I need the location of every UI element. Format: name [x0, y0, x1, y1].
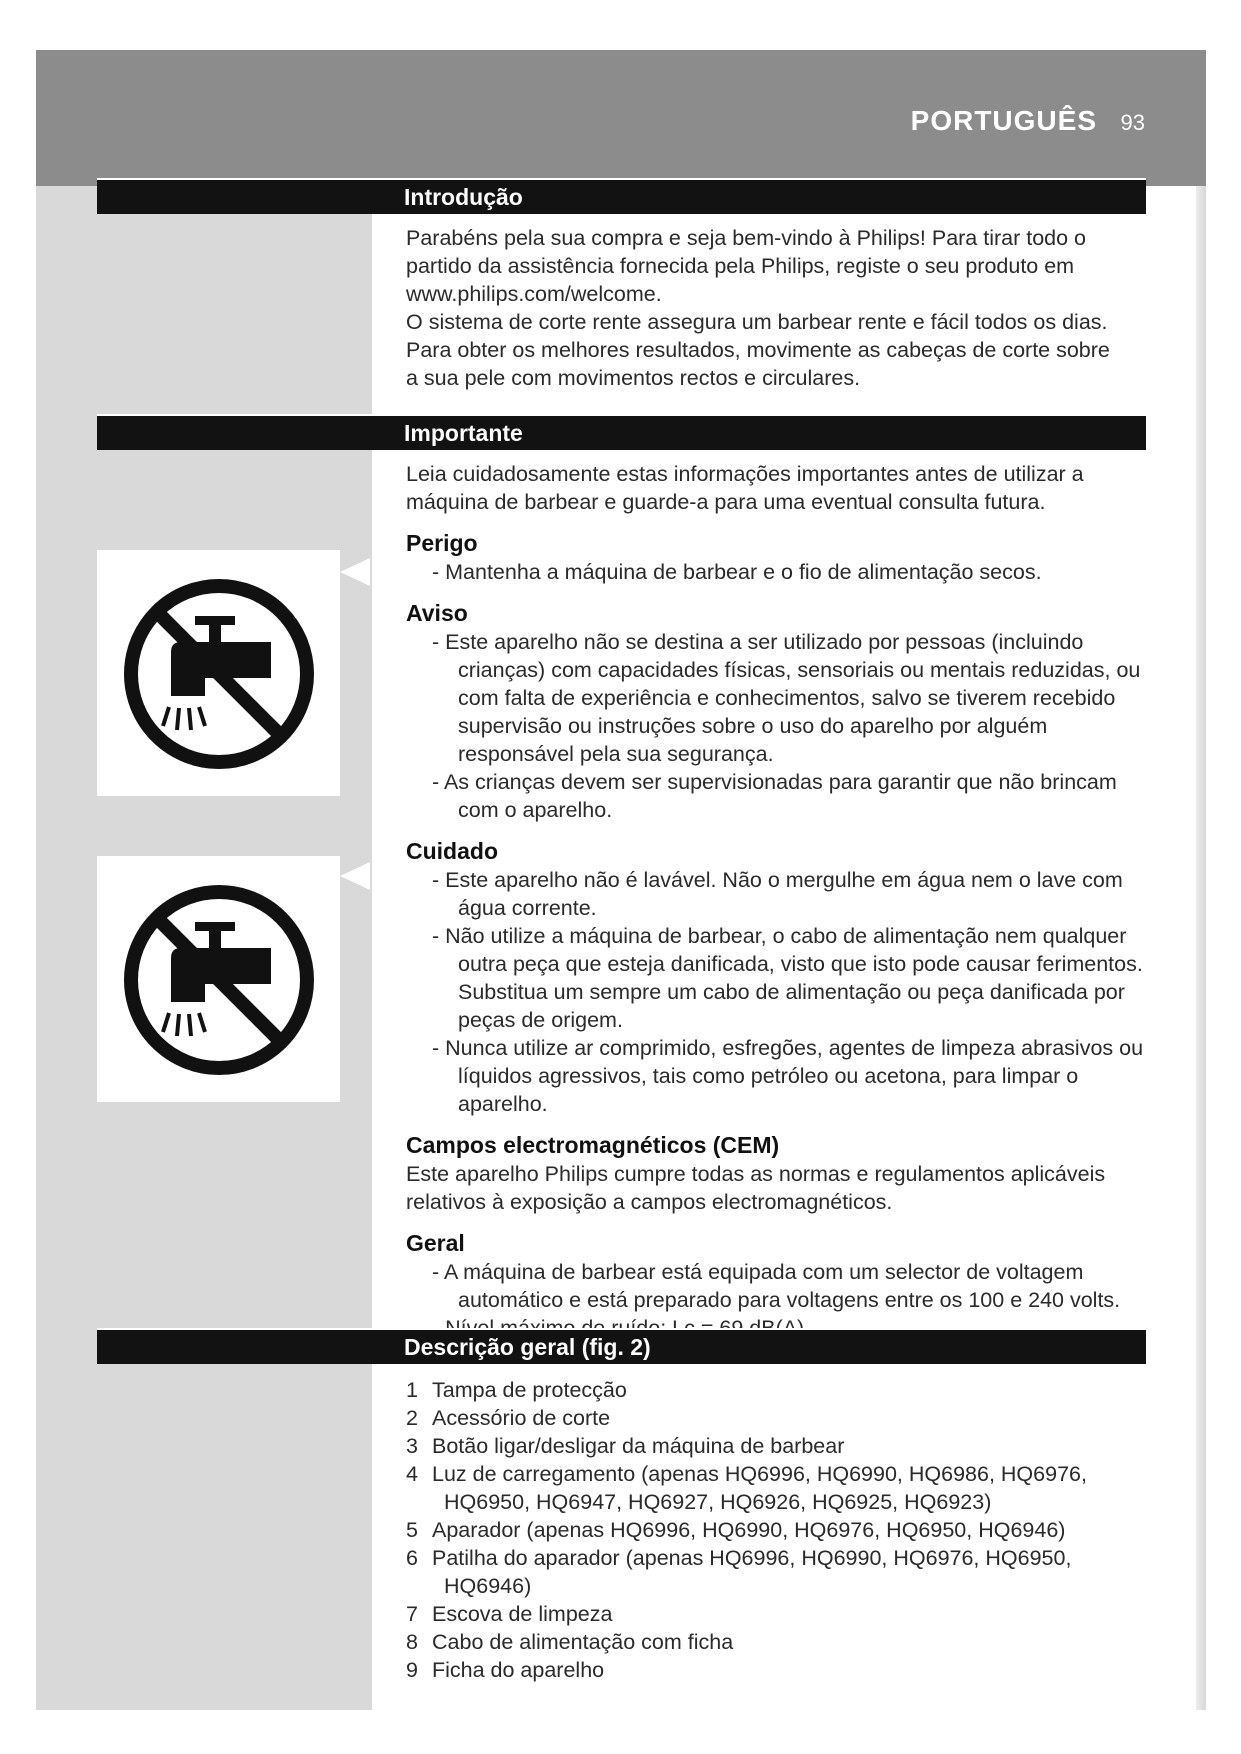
important-intro-line: Leia cuidadosamente estas informações importantes antes de utilizar a — [406, 462, 1084, 486]
right-edge-shadow — [1196, 186, 1206, 1710]
intro-line: a sua pele com movimentos rectos e circulares. — [406, 366, 861, 390]
intro-text — [406, 224, 1146, 392]
list-item: 2 Acessório de corte — [406, 1406, 611, 1430]
no-water-tap-icon — [119, 574, 319, 774]
parts-list — [406, 1376, 1146, 1684]
list-item: - Este aparelho não é lavável. Não o mergulhe em água nem o lave com água corrente. — [432, 868, 1123, 920]
list-item: - Não utilize a máquina de barbear, o cabo de alimentação nem qualquer outra peça que esteja danificada, visto que isto pode causar ferimentos. Substitua um sempre um cabo de alimentação ou peça danificada por peças de origem. — [432, 924, 1143, 1032]
list-item: - Este aparelho não se destina a ser utilizado por pessoas (incluindo crianças) com capacidades físicas, sensoriais ou mentais reduzidas, ou com falta de experiência e conhecimentos, salvo se tiverem recebido supervisão ou instruções sobre o uso do aparelho por alguém responsável pela sua segurança. — [432, 630, 1141, 766]
section-bar-intro — [97, 178, 1146, 214]
figure-pointer — [340, 558, 370, 586]
language-title: PORTUGUÊS — [910, 105, 1097, 136]
important-text — [406, 460, 1146, 1342]
section-title-overview: Descrição geral (fig. 2) — [404, 1334, 651, 1360]
overview-text — [406, 1376, 1146, 1684]
list-item: 6 Patilha do aparador (apenas HQ6996, HQ6990, HQ6976, HQ6950, HQ6946) — [406, 1546, 1072, 1598]
list-item: - Nunca utilize ar comprimido, esfregões, agentes de limpeza abrasivos ou líquidos agressivos, tais como petróleo ou acetona, para limpar o aparelho. — [432, 1036, 1144, 1116]
intro-url: www.philips.com/welcome. — [406, 282, 662, 306]
list-item: 8 Cabo de alimentação com ficha — [406, 1630, 734, 1654]
section-bar-important — [97, 414, 1146, 450]
cem-heading: Campos electromagnéticos (CEM) — [406, 1132, 780, 1158]
no-water-tap-icon — [119, 880, 319, 1080]
section-title-intro: Introdução — [404, 184, 523, 210]
warning-figure-1 — [97, 550, 340, 796]
list-item: 7 Escova de limpeza — [406, 1602, 613, 1626]
geral-heading: Geral — [406, 1230, 465, 1256]
list-item: - As crianças devem ser supervisionadas para garantir que não brincam com o aparelho. — [432, 770, 1117, 822]
list-item: 9 Ficha do aparelho — [406, 1658, 605, 1682]
intro-line: O sistema de corte rente assegura um barbear rente e fácil todos os dias. — [406, 310, 1108, 334]
list-item: - A máquina de barbear está equipada com um selector de voltagem automático e está preparado para voltagens entre os 100 e 240 volts. — [432, 1260, 1121, 1312]
section-title-important: Importante — [404, 420, 523, 446]
section-bar-overview — [97, 1328, 1146, 1364]
cuidado-heading: Cuidado — [406, 838, 498, 864]
aviso-list — [406, 628, 1146, 824]
list-item: 5 Aparador (apenas HQ6996, HQ6990, HQ6976, HQ6950, HQ6946) — [406, 1518, 1066, 1542]
intro-line: Para obter os melhores resultados, movimente as cabeças de corte sobre — [406, 338, 1110, 362]
list-item: 3 Botão ligar/desligar da máquina de barbear — [406, 1434, 845, 1458]
figure-pointer — [340, 862, 370, 890]
intro-line: Parabéns pela sua compra e seja bem-vindo à Philips! Para tirar todo o — [406, 226, 1087, 250]
cem-line: Este aparelho Philips cumpre todas as normas e regulamentos aplicáveis — [406, 1162, 1106, 1186]
list-item: 4 Luz de carregamento (apenas HQ6996, HQ6990, HQ6986, HQ6976, HQ6950, HQ6947, HQ6927, HQ6926, HQ6925, HQ6923) — [406, 1462, 1087, 1514]
list-item: 1 Tampa de protecção — [406, 1378, 627, 1402]
intro-line: partido da assistência fornecida pela Philips, registe o seu produto em — [406, 254, 1075, 278]
perigo-heading: Perigo — [406, 530, 478, 556]
warning-figure-2 — [97, 856, 340, 1102]
important-intro-line: máquina de barbear e guarde-a para uma eventual consulta futura. — [406, 490, 1046, 514]
page-number: 93 — [1120, 110, 1145, 135]
cuidado-list — [406, 866, 1146, 1118]
list-item: - Mantenha a máquina de barbear e o fio de alimentação secos. — [432, 560, 1042, 584]
aviso-heading: Aviso — [406, 600, 468, 626]
cem-line: relativos à exposição a campos electromagnéticos. — [406, 1190, 893, 1214]
perigo-list — [406, 558, 1146, 586]
